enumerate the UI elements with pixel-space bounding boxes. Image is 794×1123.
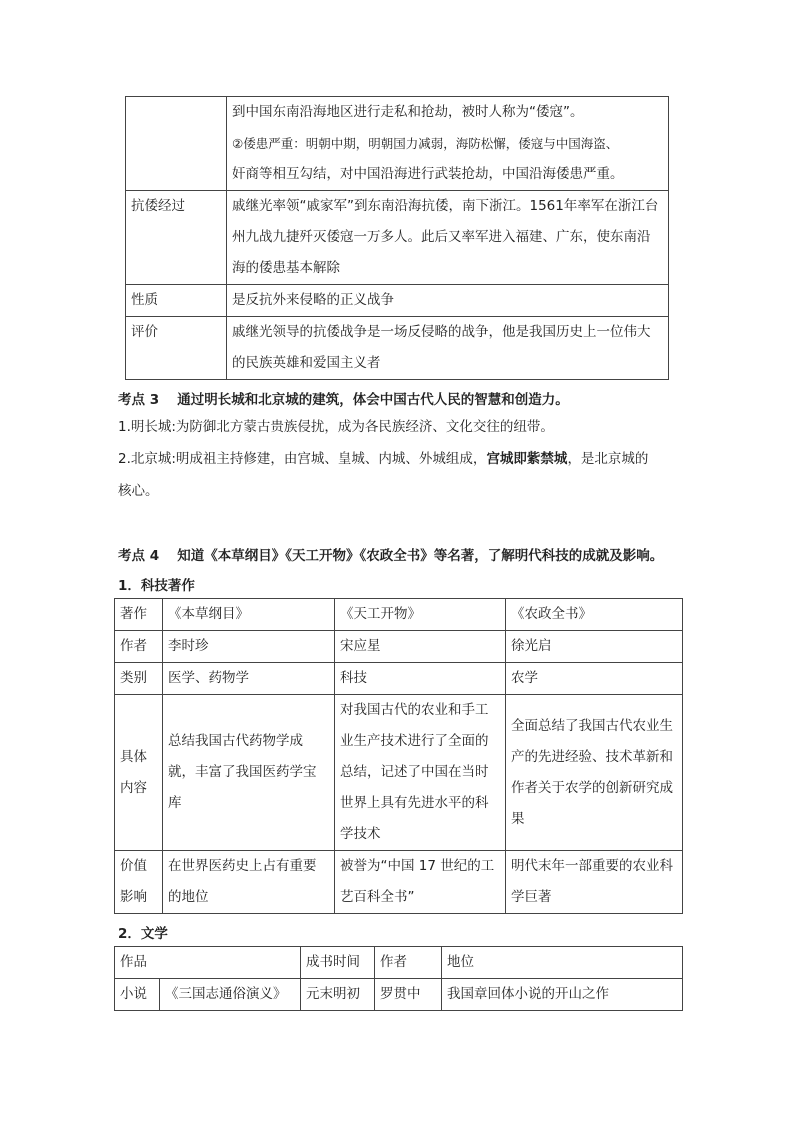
table-cell-label: 评价 xyxy=(126,317,227,380)
science-works-table xyxy=(114,598,683,914)
table-header-row xyxy=(115,947,683,979)
table-header-cell: 作者 xyxy=(375,947,442,979)
table-header-cell: 成书时间 xyxy=(301,947,375,979)
table-header-cell: 著作 xyxy=(115,599,163,631)
section-literature: 2．文学 xyxy=(118,926,168,942)
content-line: 到中国东南沿海地区进行走私和抢劫，被时人称为“倭寇”。 xyxy=(232,104,584,120)
table-header-cell: 作品 xyxy=(115,947,301,979)
table-row xyxy=(115,979,683,1011)
table-cell-label: 抗倭经过 xyxy=(126,191,227,285)
table-cell: 科技 xyxy=(335,663,506,695)
paragraph-beijing-text: ，是北京城的 xyxy=(567,451,649,467)
table-cell-content: 是反抗外来侵略的正义战争 xyxy=(227,285,669,317)
literature-table xyxy=(114,946,683,1011)
table-cell: 类别 xyxy=(115,663,163,695)
forbidden-city-emphasis: 宫城即紫禁城 xyxy=(486,451,568,467)
table-cell: 明代末年一部重要的农业科学巨著 xyxy=(506,851,683,914)
kaodian3-heading: 考点 3 通过明长城和北京城的建筑，体会中国古代人民的智慧和创造力。 xyxy=(118,392,569,408)
table-cell: 对我国古代的农业和手工业生产技术进行了全面的总结，记述了中国在当时世界上具有先进水平的科学技术 xyxy=(335,695,506,851)
table-cell: 《三国志通俗演义》 xyxy=(160,979,301,1011)
table-cell: 在世界医药史上占有重要的地位 xyxy=(163,851,335,914)
table-cell-label xyxy=(126,97,227,191)
table-cell: 徐光启 xyxy=(506,631,683,663)
table-cell: 农学 xyxy=(506,663,683,695)
table-cell: 宋应星 xyxy=(335,631,506,663)
table-cell-content: 戚继光领导的抗倭战争是一场反侵略的战争，他是我国历史上一位伟大的民族英雄和爱国主义者 xyxy=(227,317,669,380)
paragraph-beijing-text: 2.北京城:明成祖主持修建，由宫城、皇城、内城、外城组成， xyxy=(118,451,487,467)
table-row xyxy=(126,191,669,285)
table-row xyxy=(126,317,669,380)
table-cell-content: 戚继光率领“戚家军”到东南沿海抗倭，南下浙江。1561年率军在浙江台州九战九捷歼灭倭寇一万多人。此后又率军进入福建、广东，使东南沿海的倭患基本解除 xyxy=(227,191,669,285)
table-header-row xyxy=(115,599,683,631)
table-row xyxy=(115,631,683,663)
table-row xyxy=(115,851,683,914)
table-header-cell: 《本草纲目》 xyxy=(163,599,335,631)
table-row xyxy=(115,695,683,851)
table-header-cell: 《农政全书》 xyxy=(506,599,683,631)
table-row xyxy=(126,97,669,191)
table-cell: 元末明初 xyxy=(301,979,375,1011)
table-cell-content xyxy=(227,97,669,191)
table-cell: 具体内容 xyxy=(115,695,163,851)
table-header-cell: 《天工开物》 xyxy=(335,599,506,631)
paragraph-beijing-cont: 核心。 xyxy=(118,483,159,499)
table-cell: 李时珍 xyxy=(163,631,335,663)
table-cell: 全面总结了我国古代农业生产的先进经验、技术革新和作者关于农学的创新研究成果 xyxy=(506,695,683,851)
table-row xyxy=(115,663,683,695)
table-cell: 我国章回体小说的开山之作 xyxy=(442,979,683,1011)
table-cell: 总结我国古代药物学成就，丰富了我国医药学宝库 xyxy=(163,695,335,851)
content-line: 奸商等相互勾结，对中国沿海进行武装抢劫，中国沿海倭患严重。 xyxy=(232,166,624,182)
table-cell: 被誉为“中国 17 世纪的工艺百科全书” xyxy=(335,851,506,914)
section-science-works: 1．科技著作 xyxy=(118,578,195,594)
paragraph-great-wall: 1.明长城:为防御北方蒙古贵族侵扰，成为各民族经济、文化交往的纽带。 xyxy=(118,419,554,435)
table-row xyxy=(126,285,669,317)
table-cell: 价值影响 xyxy=(115,851,163,914)
table-cell-label: 性质 xyxy=(126,285,227,317)
table-header-cell: 地位 xyxy=(442,947,683,979)
table-cell: 小说 xyxy=(115,979,160,1011)
content-line: ②倭患严重：明朝中期，明朝国力减弱，海防松懈，倭寇与中国海盗、 xyxy=(232,136,619,151)
table-cell: 作者 xyxy=(115,631,163,663)
table-cell: 医学、药物学 xyxy=(163,663,335,695)
paragraph-beijing xyxy=(118,444,648,475)
anti-wokou-table xyxy=(125,96,669,380)
table-cell: 罗贯中 xyxy=(375,979,442,1011)
kaodian4-heading: 考点 4 知道《本草纲目》《天工开物》《农政全书》等名著，了解明代科技的成就及影响。 xyxy=(118,548,664,564)
